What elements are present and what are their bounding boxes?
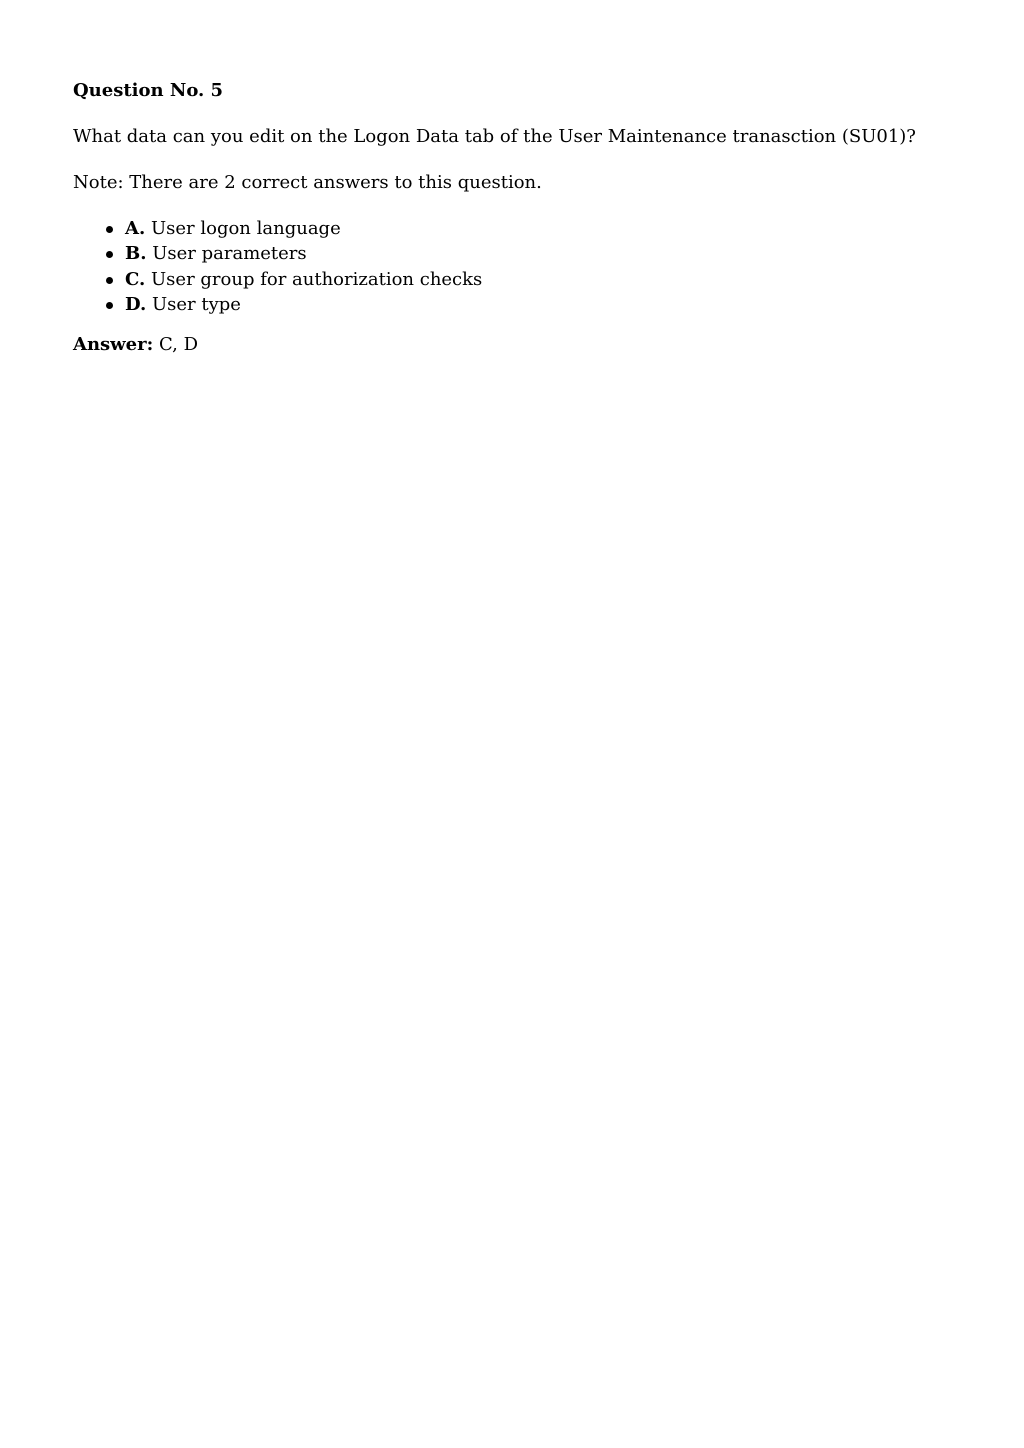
option-letter: D.: [125, 293, 147, 315]
bullet-icon: [106, 226, 113, 233]
bullet-icon: [106, 277, 113, 284]
answer-line: [73, 332, 1024, 357]
answer-value: C, D: [159, 334, 199, 356]
question-title: Question No. 5: [73, 80, 224, 101]
option-letter: A.: [125, 218, 146, 239]
answer-options-list: [73, 216, 1024, 317]
option-a: [106, 216, 1024, 241]
option-text: User logon language: [150, 218, 341, 239]
option-text: User group for authorization checks: [151, 268, 483, 290]
option-d: [106, 292, 1024, 317]
option-c: [106, 267, 1024, 292]
option-letter: B.: [125, 243, 147, 265]
bullet-icon: [106, 302, 113, 309]
question-note: Note: There are 2 correct answers to this question.: [73, 172, 542, 193]
option-b: [106, 241, 1024, 266]
bullet-icon: [106, 251, 113, 258]
option-text: User parameters: [152, 243, 307, 265]
option-letter: C.: [125, 268, 146, 290]
question-text: What data can you edit on the Logon Data tab of the User Maintenance tranasction (SU01)?: [73, 126, 916, 147]
option-text: User type: [151, 293, 241, 315]
answer-label: Answer:: [73, 334, 154, 356]
